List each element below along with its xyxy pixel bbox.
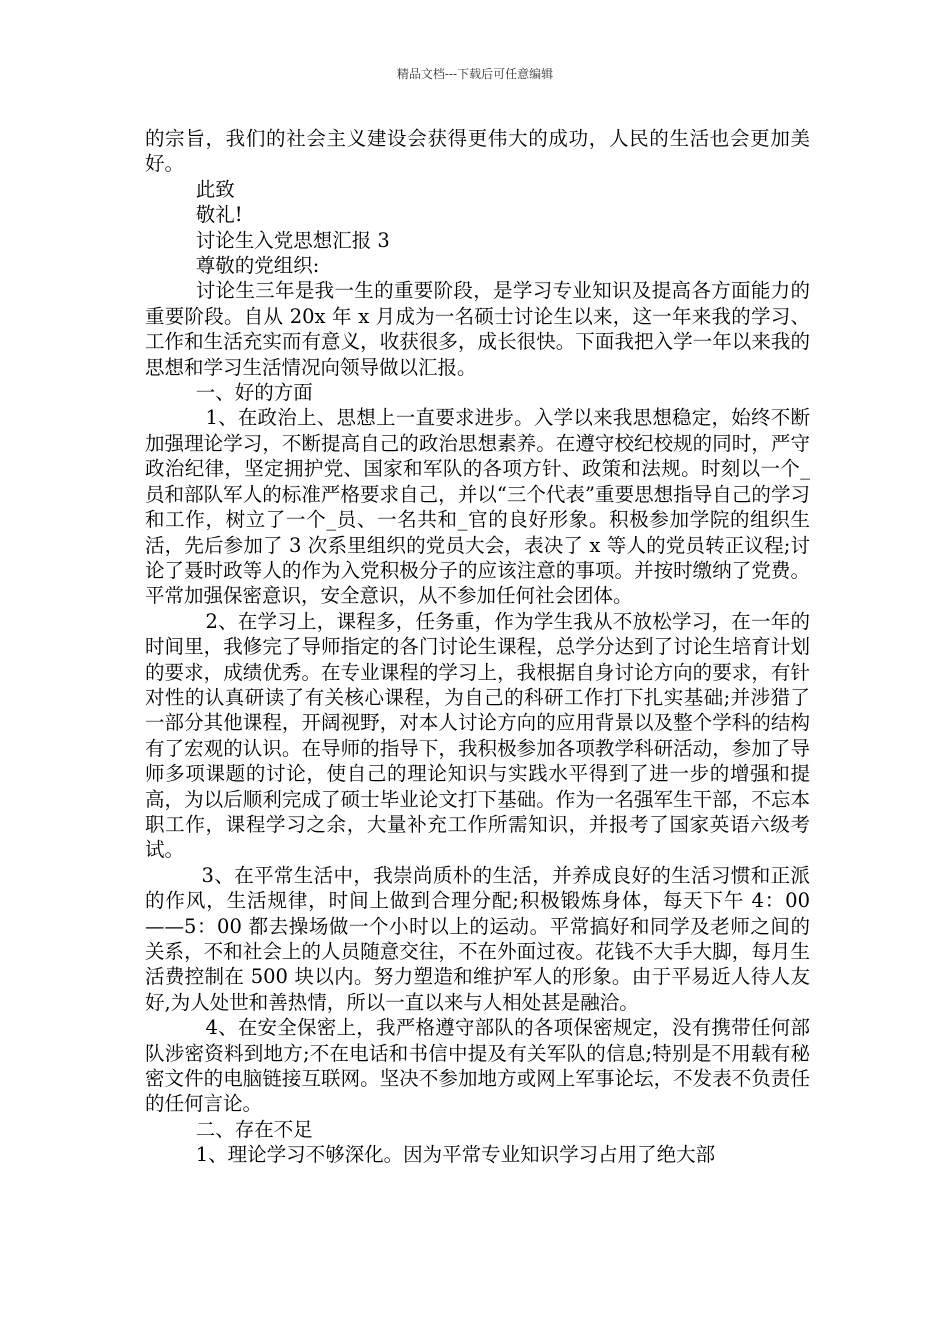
heading-weaknesses: 二、存在不足 [195, 1117, 313, 1141]
paragraph-continuation: 的宗旨，我们的社会主义建设会获得更伟大的成功，人民的生活也会更加美好。 [145, 127, 810, 176]
closing-regards: 敬礼! [195, 203, 243, 227]
greeting: 尊敬的党组织: [195, 254, 320, 278]
section-title: 讨论生入党思想汇报 3 [195, 228, 390, 252]
paragraph-security: 4、在安全保密上，我严格遵守部队的各项保密规定，没有携带任何部队涉密资料到地方;不在电话和书信中提及有关军队的信息;特别是不用载有秘密文件的电脑链接互联网。坚决不参加地方或网上军事论坛，不发表不负责任的任何言论。 [145, 1016, 810, 1116]
paragraph-study: 2、在学习上，课程多，任务重，作为学生我从不放松学习，在一年的时间里，我修完了导师指定的各门讨论生课程，总学分达到了讨论生培育计划的要求，成绩优秀。在专业课程的学习上，我根据自身讨论方向的要求，有针对性的认真研读了有关核心课程，为自己的科研工作打下扎实基础;并涉猎了一部分其他课程，开阔视野，对本人讨论方向的应用背景以及整个学科的结构有了宏观的认识。在导师的指导下，我积极参加各项教学科研活动，参加了导师多项课题的讨论，使自己的理论知识与实践水平得到了进一步的增强和提高，为以后顺利完成了硕士毕业论文打下基础。作为一名强军生干部，不忘本职工作，课程学习之余，大量补充工作所需知识，并报考了国家英语六级考试。 [145, 609, 810, 862]
paragraph-political: 1、在政治上、思想上一直要求进步。入学以来我思想稳定，始终不断加强理论学习，不断提高自己的政治思想素养。在遵守校纪校规的同时，严守政治纪律，坚定拥护党、国家和军队的各项方针、政策和法规。时刻以一个_员和部队军人的标准严格要求自己，并以“三个代表”重要思想指导自己的学习和工作，树立了一个_员、一名共和_官的良好形象。积极参加学院的组织生活，先后参加了 3 次系里组织的党员大会，表决了 x 等人的党员转正议程;讨论了聂时政等人的作为入党积极分子的应该注意的事项。并按时缴纳了党费。平常加强保密意识，安全意识，从不参加任何社会团体。 [145, 406, 810, 608]
paragraph-intro: 讨论生三年是我一生的重要阶段，是学习专业知识及提高各方面能力的重要阶段。自从 20x 年 x 月成为一名硕士讨论生以来，这一年来我的学习、工作和生活充实而有意义，收获很多，成长很快。下面我把入学一年以来我的思想和学习生活情况向领导做以汇报。 [145, 279, 810, 379]
closing-salutation: 此致 [195, 177, 235, 201]
document-body [145, 126, 810, 1168]
page-header: 精品文档---下载后可任意编辑 [396, 67, 554, 81]
paragraph-life: 3、在平常生活中，我崇尚质朴的生活，并养成良好的生活习惯和正派的作风，生活规律，时间上做到合理分配;积极锻炼身体，每天下午 4：00——5：00 都去操场做一个小时以上的运动。平常搞好和同学及老师之间的关系，不和社会上的人员随意交往，不在外面过夜。花钱不大手大脚，每月生活费控制在 500 块以内。努力塑造和维护军人的形象。由于平易近人待人友好,为人处世和善热情，所以一直以来与人相处甚是融洽。 [145, 863, 810, 1014]
paragraph-theory: 1、理论学习不够深化。因为平常专业知识学习占用了绝大部 [195, 1143, 716, 1167]
heading-strengths: 一、好的方面 [195, 381, 313, 405]
